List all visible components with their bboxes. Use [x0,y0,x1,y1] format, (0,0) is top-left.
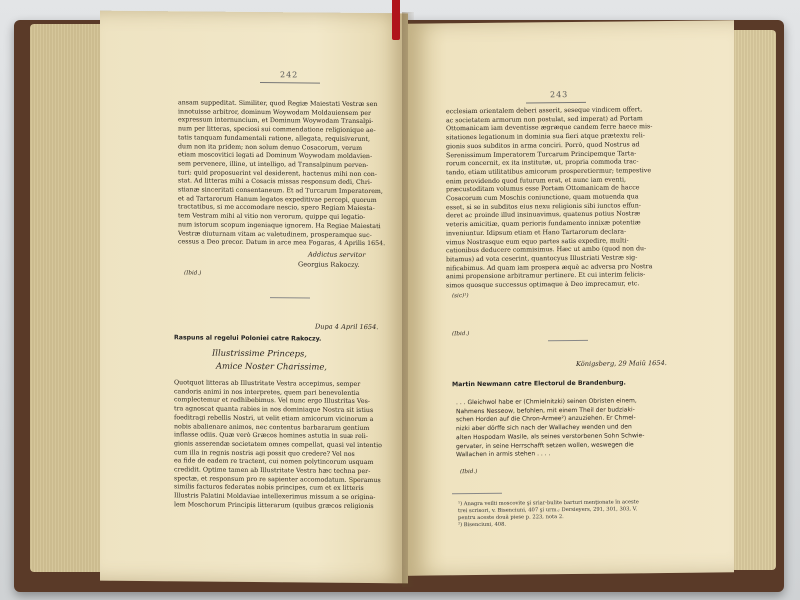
text-line: esset, si se in subditos eius nexu religionis sibi iunctos effun- [446,202,641,212]
text-line: Quotquot litteras ab Illustritate Vestra accepimus, semper [174,379,361,388]
left-intro-text [178,99,400,249]
text-line: ecclesiam orientalem deberi asserit, seseque vindicem offert, [446,106,643,116]
text-line: bitamus) ad vota ceserint, quantocyus Illustriati Vestræ sig- [446,254,638,264]
text-line: gionis asserendæ societatem omnes compellat, quasi vel intentio [174,440,382,450]
text-line: cessus a Deo precor. Datum in arce mea Fogaras, 4 Aprilis 1654. [178,238,386,248]
dateline: Dupa 4 April 1654. [315,322,379,332]
text-line: credidit. Optime tamen ab Illustritate Vestra hæc techna per- [174,466,371,476]
text-line: simos quosque successus optimaque à Deo imprecamur, etc. [446,280,640,290]
text-line: ea fide de eadem re tractent, cui nomen polytincorum usquam [174,457,374,467]
text-line: rorum concernit, ex ita institutæ, ut, propria commoda trac- [446,158,639,168]
ibid-label: (Ibid.) [452,331,470,338]
text-line: . . . Gleichwol habe er (Chmielnitzki) seinen Obristen einem, [456,397,637,407]
letter-heading: Raspuns al regelui Poloniei catre Rakoczy. [174,334,322,343]
salutation-line-1: Illustrissime Princeps, [212,347,307,359]
text-line: trei scrisori, v. Bisenciuni, 407 şi urm.; Dersieyers, 291, 301, 303, V. [458,506,638,515]
text-line: stianæ sinceritati consentaneum. Et ad Turcarum Imperatorem, [178,186,383,196]
section-rule [270,297,310,298]
left-page [100,11,408,584]
text-line: tra agnoscat quanta rabies in nos dominiaque Nostra sit istius [174,405,374,415]
text-line: similis facturos federates nobis principes, cum et ex litteris [174,483,364,493]
right-intro-text [446,106,682,291]
text-line: cationibus deducere commisimus. Hæc ut ambo (quod non du- [446,245,647,255]
text-line: stat. Ad litteras mihi a Cosacis missas responsum dedi, Chri- [178,177,372,187]
text-line: ansam suppeditat. Similiter, quod Regiæ Maiestati Vestræ sen [178,99,378,109]
text-line: tem Vestram mihi al vitio non verorum, quippe qui legatio- [178,212,366,222]
text-line: foeditragi rebellis Nostri, ut velit etiam amicorum vicinorum a [174,414,374,423]
right-letter-text [456,397,692,460]
text-line: et ad Tartarorum Hanum legatos expeditivae percepi, quorum [178,195,377,204]
text-line: sitationes legationum in dominia sua fieri atque prætextu reli- [446,132,645,142]
text-line: ¹) Anagra veilii moscovite şi sriar-bulite barturi menţionate în aceste [458,499,639,508]
text-line: complectemur et redhibebimus. Vel nunc ergo Illustritas Ves- [174,396,370,406]
text-line: sem pervenere, illine, ut intelligo, ad Transalpinum perven- [178,160,369,169]
letter-heading: Martin Newmann catre Electorul de Brandenburg. [452,379,626,389]
right-page-number: 243 [550,90,569,100]
text-line: enim providendo quod futurum erat, et nunc iam eventi, [446,176,627,185]
text-line: præcustoditam volumus esse Portam Ottomanicam de hacce [446,184,640,194]
text-line: deret ac proinde illud insinuavimus, quatenus potius Nostræ [446,210,641,220]
salutation-line-2: Amice Noster Charissime, [216,360,327,372]
right-page-edges [728,30,776,570]
ibid-label: (Ibid.) [184,270,202,277]
text-line: Serenissimum Imperatorem Turcarum Principemque Tarta- [446,149,637,159]
text-line: veteris amicitiæ, quam perioris fundamento innixæ potentiæ [446,219,641,229]
text-line: gionis suos subditos in arma conciri. Porrò, quod Nostrus ad [446,141,640,151]
text-line: num per litteras, speciosi sui commendatione religionique ae- [178,125,376,135]
text-line: vimus Nostrasque eum equo partes satis expedire, multi- [446,236,629,246]
text-line: dum non ita pridem; non solum denuo Cosacorum, verum [178,142,363,152]
text-line: nificabimus. Ad quam iam prospera æquè ac adversa pro Nostra [446,262,653,272]
left-page-number: 242 [280,70,299,80]
text-line: gervater, in seine Herrschafft setzen wollen, weswegen die [456,440,634,450]
text-line: inveniuntur. Idipsum etiam et Hano Tartarorum declara- [446,228,627,238]
footnotes [458,499,698,530]
text-line: nizki aber dörffe sich nach der Wallachey wenden und den [456,423,632,433]
text-line: Wallachen in armis stehen . . . . [456,450,551,459]
text-line: animi propensione arbitramur pertinere. Et cui interim felicis- [446,271,646,281]
closing-line: Addictus servitor [308,250,366,259]
dateline: Königsberg, 29 Maiü 1654. [576,358,667,368]
text-line: ²) Bisenciuni, 408. [458,521,507,529]
text-line: expressum internuncium, et Dominum Woywodam Transalpi- [178,116,374,126]
left-page-edges [30,24,110,572]
text-line: lem Moschorum Principis litterarum (quibus græcos religionis [174,501,374,510]
text-line: Nahmens Nesseow, befohlen, mit einem Theil der budziaki- [456,406,635,415]
footnote-rule [452,493,502,495]
text-line: Illustris Palatini Moldaviae intellexerimus missum a se origina- [174,492,376,502]
text-line: tando, etiam utilitatibus amicorum prosperetiermur; tempestive [446,167,652,177]
header-rule [260,82,320,84]
section-rule [548,340,588,341]
text-line: innotuisse arbitror, dominum Woywodam Moldauiensem per [178,108,371,117]
text-line: tractatibus, si me accomodare nescio, spero Regiam Maiesta- [178,203,375,213]
signature: Georgius Rakoczy. [298,260,360,269]
text-line: inflasse odiis. Quæ verò Græcos homines astutia in suæ reli- [174,431,368,441]
text-line: schen Horden auf die Chron-Armee²) anzuziehen. Er Chmel- [456,414,636,424]
right-page [408,20,734,575]
text-line: num istorum scopum ingeniaque ignorem. Ha Regiae Maiestati [178,221,381,230]
left-letter-text [174,379,404,512]
text-line: Ottomanicam iam deventisse ægræque candem ferre haece mis- [446,123,653,133]
text-line: candoris animi in nos interpretes, quem pari benevolentia [174,388,360,397]
text-line: Cosacorum cum Moschis coniunctione, quam motuenda qua [446,193,639,203]
text-line: spectæ, et responsum pro re sapienter accomodatum. Speramus [174,475,381,484]
text-line: pentru aceste două piese p. 223, nota 2. [458,514,564,522]
bookmark-ribbon [392,0,400,40]
text-line: etiam moscovitici legati ad Dominum Woywodam moldavien- [178,151,373,161]
text-line: turi: quid proposuerint vel desiderent, hactenus mihi non con- [178,168,377,178]
text-line: cum illa in regnis nostris agi possit quo credere? Vel nos [174,448,355,458]
ibid-label-2: (Ibid.) [460,468,478,476]
text-line: tatis tanquam fundamentali ratione, allegata, requisiverunt, [178,134,370,143]
sic-note: (sic)¹) [452,293,469,300]
text-line: Vestræ diuturnam vitam ac valetudinem, prosperamque suc- [178,229,372,239]
text-line: alten Hospodarn Wasile, als seines verstorbenen Sohn Schwie- [456,432,645,442]
header-rule [526,102,586,104]
text-line: ac societatem armorum non postulat, sed imperat) ad Portam [446,114,643,125]
text-line: nobis abalienare animos, nec contentus barbararum gentium [174,422,370,432]
